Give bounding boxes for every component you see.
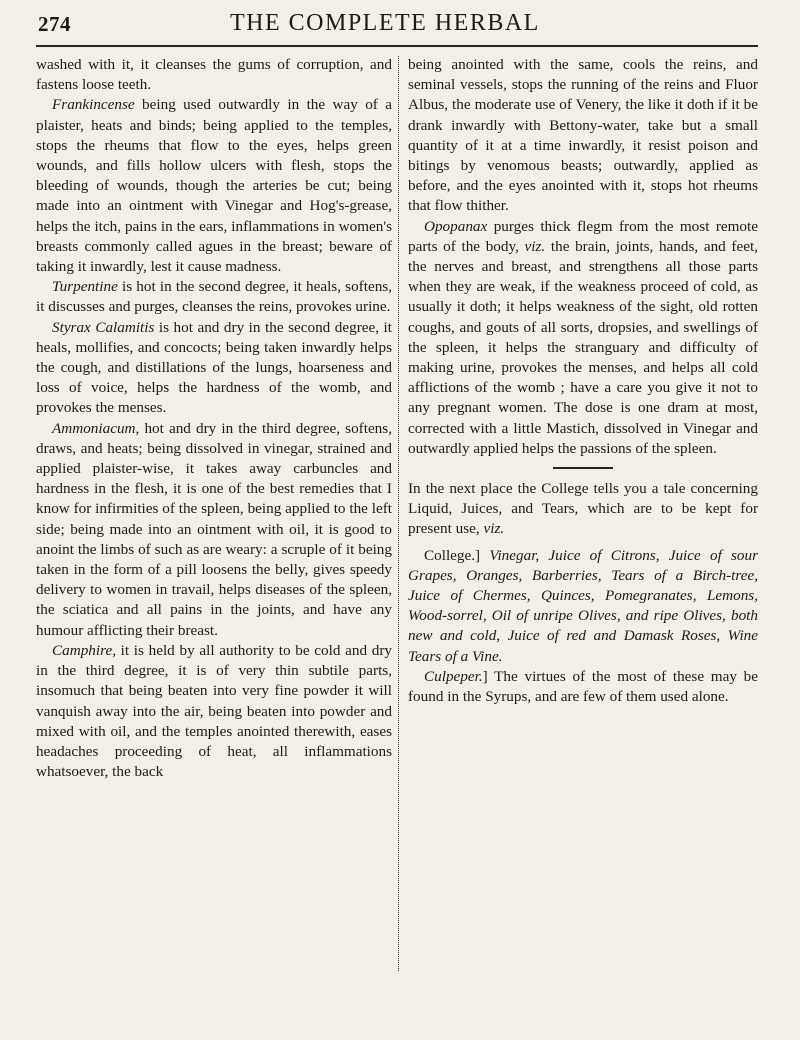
college-list: College.] Vinegar, Juice of Citrons, Juice of sour Grapes, Oranges, Barberries, Tears of a Birch-tree, Juice of Chermes, Quinces, Pomegranates, Lemons, Wood-sorrel, Oil of unripe Olives, and ripe Olives, both new and cold, Juice of red and Damask Roses, Wine Tears of a Vine. (408, 546, 759, 665)
section-rule (553, 467, 613, 469)
column-divider (398, 56, 399, 971)
college-intro-note: In the next place the College tells you a tale concerning Liquid, Juices, and Tears, which are to be kept for present use, viz. (408, 480, 758, 538)
right-column (408, 55, 758, 707)
header-rule (36, 45, 758, 47)
paragraph-frankincense: Frankincense being used outwardly in the way of a plaister, heats and binds; being applied to the temples, stops the rheums that flow to the eyes, helps green wounds, and fills hollow ulcers with flesh, stops the bleeding of wounds, though the arteries be cut; being made into an ointment with Vinegar and Hog's-grease, helps the itch, pains in the ears, inflammations in women's breasts commonly called agues in the breast; beware of taking it inwardly, lest it cause madness. (36, 96, 392, 276)
paragraph-continuation: washed with it, it cleanses the gums of corruption, and fastens loose teeth. (36, 56, 392, 94)
paragraph-ammoniacum: Ammoniacum, hot and dry in the third degree, softens, draws, and heats; being dissolved in vinegar, strained and applied plaister-wise, it takes away carbuncles and hardness in the flesh, it is one of the best remedies that I know for infirmities of the spleen, being applied to the left side; being made into an ointment with oil, it is good to anoint the limbs of such as are weary: a scruple of it being taken in the form of a pill loosens the belly, gives speedy delivery to women in travail, helps diseases of the spleen, the sciatica and all pains in the joints, and have any humour afflicting their breast. (36, 419, 392, 639)
running-head: THE COMPLETE HERBAL (230, 10, 540, 36)
paragraph-camphire: Camphire, it is held by all authority to be cold and dry in the third degree, it is of very thin subtile parts, insomuch that being beaten into very fine powder it will vanquish away into the air, being beaten into powder and mixed with oil, and the temples anointed therewith, eases headaches proceeding of heat, all inflammations whatsoever, the back (36, 641, 392, 781)
paragraph-camphire-continued: being anointed with the same, cools the reins, and seminal vessels, stops the running of the reins and Fluor Albus, the moderate use of Venery, the like it doth if it be drank inwardly with Bettony-water, take but a small quantity of it at a time inwardly, it resist poison and bitings by venomous beasts; outwardly, applied as before, and the eyes anointed with it, stops hot rheums that flow thither. (408, 56, 758, 215)
culpeper-note: Culpeper.] The virtues of the most of these may be found in the Syrups, and are few of them used alone. (408, 667, 758, 706)
paragraph-opopanax: Opopanax purges thick flegm from the most remote parts of the body, viz. the brain, joints, hands, and feet, the nerves and breast, and strengthens all those parts when they are weak, if the weakness proceed of cold, as usually it doth; it helps weakness of the sight, old rotten coughs, and gouts of all sorts, dropsies, and swellings of the spleen, it helps the stranguary and difficulty of making urine, provokes the menses, and helps all cold afflictions of the womb ; have a care you give it not to any pregnant women. The dose is one dram at most, corrected with a little Mastich, dissolved in Vinegar and outwardly applied helps the passions of the spleen. (408, 217, 758, 457)
paragraph-styrax: Styrax Calamitis is hot and dry in the second degree, it heals, mollifies, and concocts; being taken inwardly helps the cough, and distillations of the lungs, hoarseness and loss of voice, helps the hardness of the womb, and provokes the menses. (36, 318, 392, 417)
left-column (36, 55, 392, 782)
page-number: 274 (38, 12, 71, 36)
paragraph-turpentine: Turpentine is hot in the second degree, it heals, softens, it discusses and purges, cleanses the reins, provokes urine. (36, 278, 392, 316)
